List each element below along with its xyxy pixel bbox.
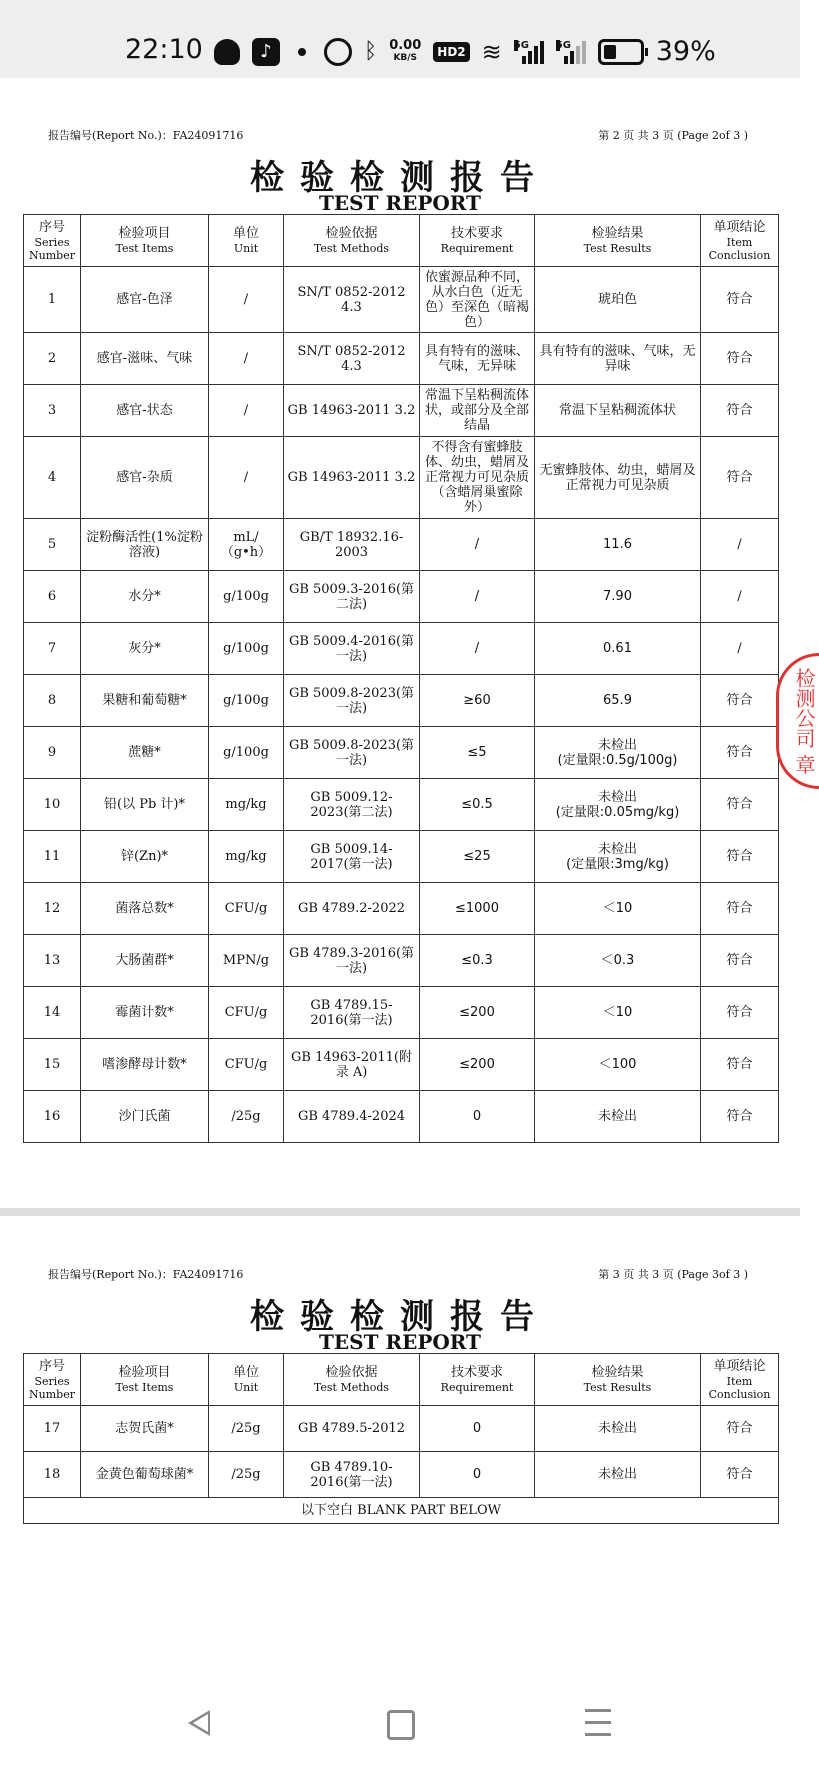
navigation-bar [0,1690,800,1778]
cell-res: 65.9 [535,675,701,727]
cell-no: 15 [24,1039,81,1091]
cell-con: 符合 [701,779,779,831]
home-square-icon[interactable] [387,1710,415,1740]
table-row [24,519,779,571]
cell-res: ＜10 [535,987,701,1039]
signal-5g-icon-1: 5G [514,40,544,64]
test-results-table [23,214,779,1143]
cell-method: GB 14963-2011 3.2 [284,385,420,437]
cell-no: 1 [24,267,81,333]
cell-item: 沙门氏菌 [81,1091,209,1143]
app-notification-icon [214,39,240,65]
table-row [24,267,779,333]
cell-res: 11.6 [535,519,701,571]
cell-method: GB 5009.4-2016(第一法) [284,623,420,675]
menu-lines-icon[interactable] [585,1709,611,1745]
cell-res: 0.61 [535,623,701,675]
cell-item: 金黄色葡萄球菌* [81,1452,209,1498]
table-row [24,675,779,727]
table-row [24,987,779,1039]
cell-unit: CFU/g [209,1039,284,1091]
cell-no: 7 [24,623,81,675]
cell-no: 6 [24,571,81,623]
cell-res: 未检出 [535,1406,701,1452]
cell-item: 感官-色泽 [81,267,209,333]
header-cell: 单位 Unit [209,1354,284,1406]
table-row [24,727,779,779]
cell-req: ≤5 [420,727,535,779]
cell-method: GB 4789.4-2024 [284,1091,420,1143]
header-cell: 检验项目 Test Items [81,215,209,267]
table-row [24,883,779,935]
cell-unit: / [209,267,284,333]
blank-part-row [24,1498,779,1524]
cell-req: 0 [420,1406,535,1452]
cell-res: 未检出 [535,1091,701,1143]
signal-5g-icon-2: 5G [556,40,586,64]
table-row [24,935,779,987]
network-speed: 0.00 KB/S [389,37,422,63]
cell-req: ≤200 [420,1039,535,1091]
cell-unit: /25g [209,1091,284,1143]
cell-method: GB 4789.3-2016(第一法) [284,935,420,987]
cell-res: 未检出 [535,1452,701,1498]
cell-no: 11 [24,831,81,883]
cell-con: 符合 [701,935,779,987]
cell-res: 未检出 (定量限:3mg/kg) [535,831,701,883]
cell-method: SN/T 0852-2012 4.3 [284,333,420,385]
cell-item: 感官-状态 [81,385,209,437]
cell-req: ≤200 [420,987,535,1039]
cell-req: 不得含有蜜蜂肢体、幼虫，蜡屑及正常视力可见杂质（含蜡屑巢蜜除外） [420,437,535,519]
table-row [24,571,779,623]
cell-no: 13 [24,935,81,987]
back-triangle-icon[interactable] [188,1710,210,1736]
cell-req: / [420,623,535,675]
cell-method: GB 4789.5-2012 [284,1406,420,1452]
cell-method: SN/T 0852-2012 4.3 [284,267,420,333]
header-cell: 序号 Series Number [24,1354,81,1406]
cell-res: 未检出 (定量限:0.5g/100g) [535,727,701,779]
cell-item: 灰分* [81,623,209,675]
header-cell: 检验结果 Test Results [535,215,701,267]
table-header-row [24,215,779,267]
wifi-icon: ≋ [481,37,502,66]
cell-res: ＜100 [535,1039,701,1091]
table-row [24,1039,779,1091]
cell-item: 铅(以 Pb 计)* [81,779,209,831]
cell-unit: / [209,333,284,385]
cell-unit: CFU/g [209,883,284,935]
cell-res: 无蜜蜂肢体、幼虫，蜡屑及正常视力可见杂质 [535,437,701,519]
cell-unit: / [209,385,284,437]
cell-unit: mg/kg [209,779,284,831]
cell-item: 大肠菌群* [81,935,209,987]
cell-req: ≤1000 [420,883,535,935]
cell-unit: / [209,437,284,519]
cell-req: ≥60 [420,675,535,727]
cell-no: 8 [24,675,81,727]
cell-no: 16 [24,1091,81,1143]
cell-method: GB 5009.8-2023(第一法) [284,727,420,779]
bluetooth-icon: ᛒ [364,39,378,64]
cell-req: ≤0.3 [420,935,535,987]
cell-no: 14 [24,987,81,1039]
more-notifications-dot-icon [298,48,306,56]
cell-method: GB 4789.2-2022 [284,883,420,935]
cell-item: 水分* [81,571,209,623]
cell-item: 果糖和葡萄糖* [81,675,209,727]
alarm-icon [324,38,352,66]
red-seal-stamp: 检测公司 章 [776,653,819,789]
cell-no: 3 [24,385,81,437]
cell-con: 符合 [701,1452,779,1498]
table-row [24,333,779,385]
hd-voice-icon: HD2 [433,42,469,62]
status-bar [0,0,800,78]
cell-con: 符合 [701,1406,779,1452]
battery-icon [598,39,644,65]
cell-con: 符合 [701,675,779,727]
status-time: 22:10 [125,34,203,65]
cell-unit: g/100g [209,623,284,675]
table-row [24,1452,779,1498]
cell-no: 4 [24,437,81,519]
header-cell: 单项结论 Item Conclusion [701,1354,779,1406]
cell-no: 5 [24,519,81,571]
cell-con: 符合 [701,883,779,935]
header-cell: 技术要求 Requirement [420,215,535,267]
cell-con: / [701,519,779,571]
header-cell: 检验项目 Test Items [81,1354,209,1406]
cell-method: GB 5009.14-2017(第一法) [284,831,420,883]
cell-unit: g/100g [209,727,284,779]
tiktok-icon: ♪ [252,38,280,66]
cell-method: GB 5009.12-2023(第二法) [284,779,420,831]
cell-no: 10 [24,779,81,831]
cell-unit: MPN/g [209,935,284,987]
cell-con: / [701,623,779,675]
cell-req: 0 [420,1091,535,1143]
cell-item: 锌(Zn)* [81,831,209,883]
cell-item: 嗜渗酵母计数* [81,1039,209,1091]
table-row [24,831,779,883]
cell-req: ≤0.5 [420,779,535,831]
header-cell: 技术要求 Requirement [420,1354,535,1406]
cell-no: 17 [24,1406,81,1452]
cell-unit: g/100g [209,571,284,623]
blank-part-label: 以下空白 BLANK PART BELOW [24,1498,779,1524]
cell-method: GB 4789.15-2016(第一法) [284,987,420,1039]
cell-item: 菌落总数* [81,883,209,935]
header-cell: 检验依据 Test Methods [284,215,420,267]
cell-unit: /25g [209,1406,284,1452]
cell-req: ≤25 [420,831,535,883]
report-title-en: TEST REPORT [319,1330,481,1354]
report-number: 报告编号(Report No.)：FA24091716 [48,1268,244,1281]
cell-con: 符合 [701,1039,779,1091]
cell-no: 12 [24,883,81,935]
cell-no: 2 [24,333,81,385]
cell-unit: mg/kg [209,831,284,883]
cell-req: 常温下呈粘稠流体状，或部分及全部结晶 [420,385,535,437]
header-cell: 单位 Unit [209,215,284,267]
cell-method: GB 4789.10-2016(第一法) [284,1452,420,1498]
cell-con: 符合 [701,267,779,333]
cell-res: 琥珀色 [535,267,701,333]
table-row [24,623,779,675]
cell-con: 符合 [701,385,779,437]
cell-req: / [420,519,535,571]
cell-res: 具有特有的滋味、气味，无异味 [535,333,701,385]
table-row [24,779,779,831]
cell-method: GB 5009.8-2023(第一法) [284,675,420,727]
cell-item: 淀粉酶活性(1%淀粉溶液) [81,519,209,571]
cell-res: 未检出 (定量限:0.05mg/kg) [535,779,701,831]
table-row [24,437,779,519]
cell-req: / [420,571,535,623]
header-cell: 检验结果 Test Results [535,1354,701,1406]
cell-res: ＜0.3 [535,935,701,987]
cell-res: 常温下呈粘稠流体状 [535,385,701,437]
page-number: 第 2 页 共 3 页 (Page 2of 3 ) [598,129,748,142]
cell-res: 7.90 [535,571,701,623]
header-cell: 检验依据 Test Methods [284,1354,420,1406]
cell-method: GB 14963-2011(附录 A) [284,1039,420,1091]
header-cell: 序号 Series Number [24,215,81,267]
table-row [24,1091,779,1143]
cell-method: GB/T 18932.16-2003 [284,519,420,571]
table-row [24,385,779,437]
report-title-cn: 检验检测报告 [250,1297,550,1337]
cell-method: GB 14963-2011 3.2 [284,437,420,519]
cell-req: 具有特有的滋味、气味，无异味 [420,333,535,385]
report-number: 报告编号(Report No.)：FA24091716 [48,129,244,142]
cell-res: ＜10 [535,883,701,935]
report-title-en: TEST REPORT [319,191,481,215]
cell-no: 18 [24,1452,81,1498]
cell-con: 符合 [701,727,779,779]
cell-req: 0 [420,1452,535,1498]
report-page-2 [0,78,816,1208]
cell-con: 符合 [701,987,779,1039]
cell-item: 感官-滋味、气味 [81,333,209,385]
header-cell: 单项结论 Item Conclusion [701,215,779,267]
cell-unit: /25g [209,1452,284,1498]
cell-unit: mL/（g•h） [209,519,284,571]
report-title-cn: 检验检测报告 [250,158,550,198]
cell-item: 感官-杂质 [81,437,209,519]
cell-item: 志贺氏菌* [81,1406,209,1452]
cell-no: 9 [24,727,81,779]
battery-percent: 39% [655,36,716,67]
cell-con: 符合 [701,1091,779,1143]
cell-item: 蔗糖* [81,727,209,779]
cell-con: / [701,571,779,623]
cell-con: 符合 [701,333,779,385]
table-header-row [24,1354,779,1406]
cell-unit: g/100g [209,675,284,727]
cell-item: 霉菌计数* [81,987,209,1039]
cell-unit: CFU/g [209,987,284,1039]
cell-con: 符合 [701,437,779,519]
report-page-3 [0,1216,800,1636]
cell-con: 符合 [701,831,779,883]
table-row [24,1406,779,1452]
page-separator [0,1208,800,1216]
cell-method: GB 5009.3-2016(第二法) [284,571,420,623]
test-results-table [23,1353,779,1524]
cell-req: 依蜜源品种不同，从水白色（近无色）至深色（暗褐色） [420,267,535,333]
page-number: 第 3 页 共 3 页 (Page 3of 3 ) [598,1268,748,1281]
status-icons [214,36,716,67]
